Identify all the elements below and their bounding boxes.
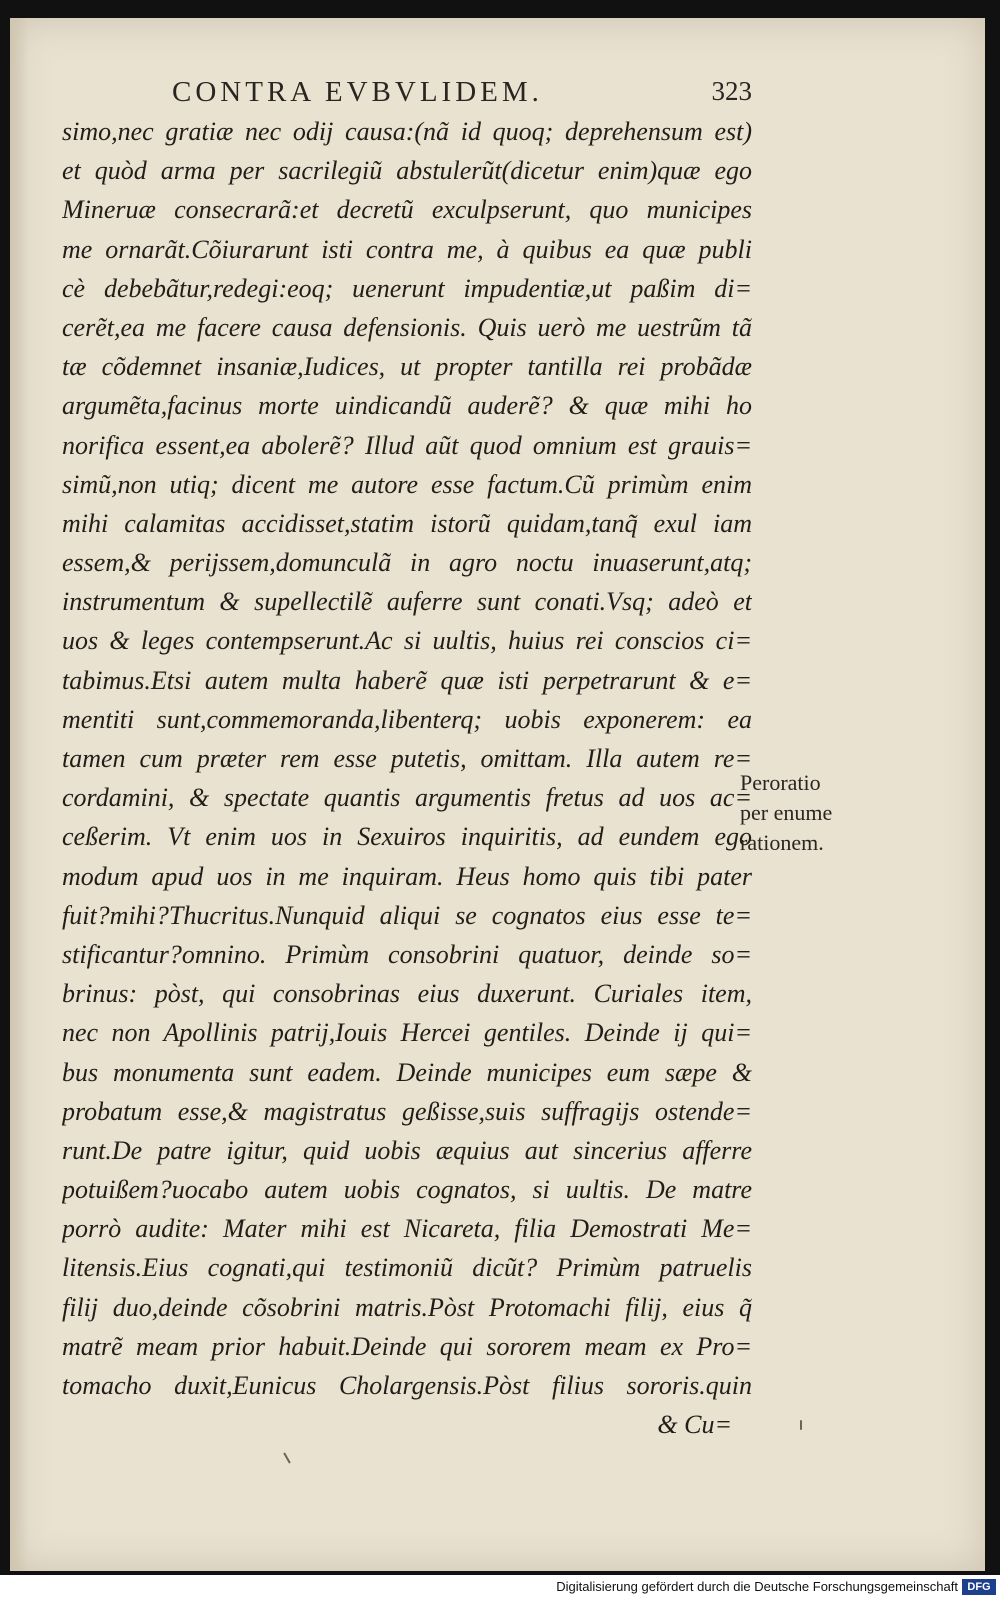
text-line: et quòd arma per sacrilegiũ abstulerũt(dicetur enim)quæ ego (62, 156, 752, 186)
text-line: nec non Apollinis patrij,Iouis Hercei gentiles. Deinde ij qui= (62, 1018, 752, 1048)
text-line: modum apud uos in me inquiram. Heus homo quis tibi pater (62, 861, 752, 891)
text-line: brinus: pòst, qui consobrinas eius duxerunt. Curiales item, (62, 979, 752, 1009)
text-line: litensis.Eius cognati,qui testimoniũ dicũt? Primùm patruelis (62, 1253, 752, 1283)
text-line: stificantur?omnino. Primùm consobrini quatuor, deinde so= (62, 939, 752, 969)
text-line: norifica essent,ea abolerẽ? Illud aũt quod omnium est grauis= (62, 430, 752, 460)
text-line: mihi calamitas accidisset,statim istorũ quidam,tanq̃ exul iam (62, 508, 752, 538)
marginal-note-line: Peroratio (740, 770, 821, 795)
text-line: filij duo,deinde cõsobrini matris.Pòst Protomachi filij, eius q̃ (62, 1292, 752, 1322)
text-line: uos & leges contempserunt.Ac si uultis, huius rei conscios ci= (62, 626, 752, 656)
page-number: 323 (711, 76, 752, 106)
page-gutter-shadow (10, 18, 28, 1571)
paper-speck (800, 1420, 802, 1430)
text-line: tomacho duxit,Eunicus Cholargensis.Pòst filius sororis.quin (62, 1371, 752, 1400)
text-line: matrẽ meam prior habuit.Deinde qui sororem meam ex Pro= (62, 1331, 752, 1361)
catchword: & Cu= (657, 1410, 732, 1440)
marginal-note-line: rationem. (740, 830, 824, 855)
text-line: simũ,non utiq; dicent me autore esse factum.Cũ primùm enim (62, 469, 752, 499)
text-line: tæ cõdemnet insaniæ,Iudices, ut propter tantilla rei probãdæ (62, 352, 752, 382)
body-text (62, 112, 752, 1444)
footer-credit: Digitalisierung gefördert durch die Deutsche Forschungsgemeinschaft (556, 1579, 958, 1594)
text-line: essem,& perijssem,domunculã in agro noctu inuaserunt,atq; (62, 548, 752, 578)
text-line: ceßerim. Vt enim uos in Sexuiros inquiritis, ad eundem ego (62, 822, 752, 852)
text-line: cerẽt,ea me facere causa defensionis. Quis uerò me uestrũm tã (62, 312, 752, 342)
text-line: me ornarãt.Cõiurarunt isti contra me, à quibus ea quæ publi (62, 234, 752, 264)
marginal-note (740, 768, 890, 858)
text-line: tamen cum præter rem esse putetis, omittam. Illa autem re= (62, 744, 752, 773)
text-line: porrò audite: Mater mihi est Nicareta, filia Demostrati Me= (62, 1214, 752, 1244)
text-line: argumẽta,facinus morte uindicandũ auderẽ? & quæ mihi ho (62, 391, 752, 421)
text-line: instrumentum & supellectilẽ auferre sunt conati.Vsq; adeò et (62, 587, 752, 617)
dfg-logo: DFG (962, 1579, 996, 1595)
text-line: simo,nec gratiæ nec odij causa:(nã id quoq; deprehensum est) (62, 117, 752, 146)
text-line: probatum esse,& magistratus geßisse,suis suffragijs ostende= (62, 1096, 752, 1126)
text-line: tabimus.Etsi autem multa haberẽ quæ isti perpetrarunt & e= (62, 665, 752, 695)
text-line: fuit?mihi?Thucritus.Nunquid aliqui se cognatos eius esse te= (62, 900, 752, 930)
text-line: Mineruæ consecrarã:et decretũ exculpserunt, quo municipes (62, 195, 752, 225)
running-head (172, 76, 752, 116)
text-line: cè debebãtur,redegi:eoq; uenerunt impudentiæ,ut paßim di= (62, 273, 752, 303)
text-line: mentiti sunt,commemoranda,libenterq; uobis exponerem: ea (62, 704, 752, 734)
text-line: cordamini, & spectate quantis argumentis fretus ad uos ac= (62, 783, 752, 813)
text-line: bus monumenta sunt eadem. Deinde municipes eum sæpe & (62, 1057, 752, 1087)
marginal-note-line: per enume (740, 800, 833, 825)
digitization-footer (0, 1575, 1000, 1600)
text-line: potuißem?uocabo autem uobis cognatos, si uultis. De matre (62, 1175, 752, 1205)
text-line: runt.De patre igitur, quid uobis æquius aut sincerius afferre (62, 1135, 752, 1165)
running-title: CONTRA EVBVLIDEM. (172, 76, 543, 108)
